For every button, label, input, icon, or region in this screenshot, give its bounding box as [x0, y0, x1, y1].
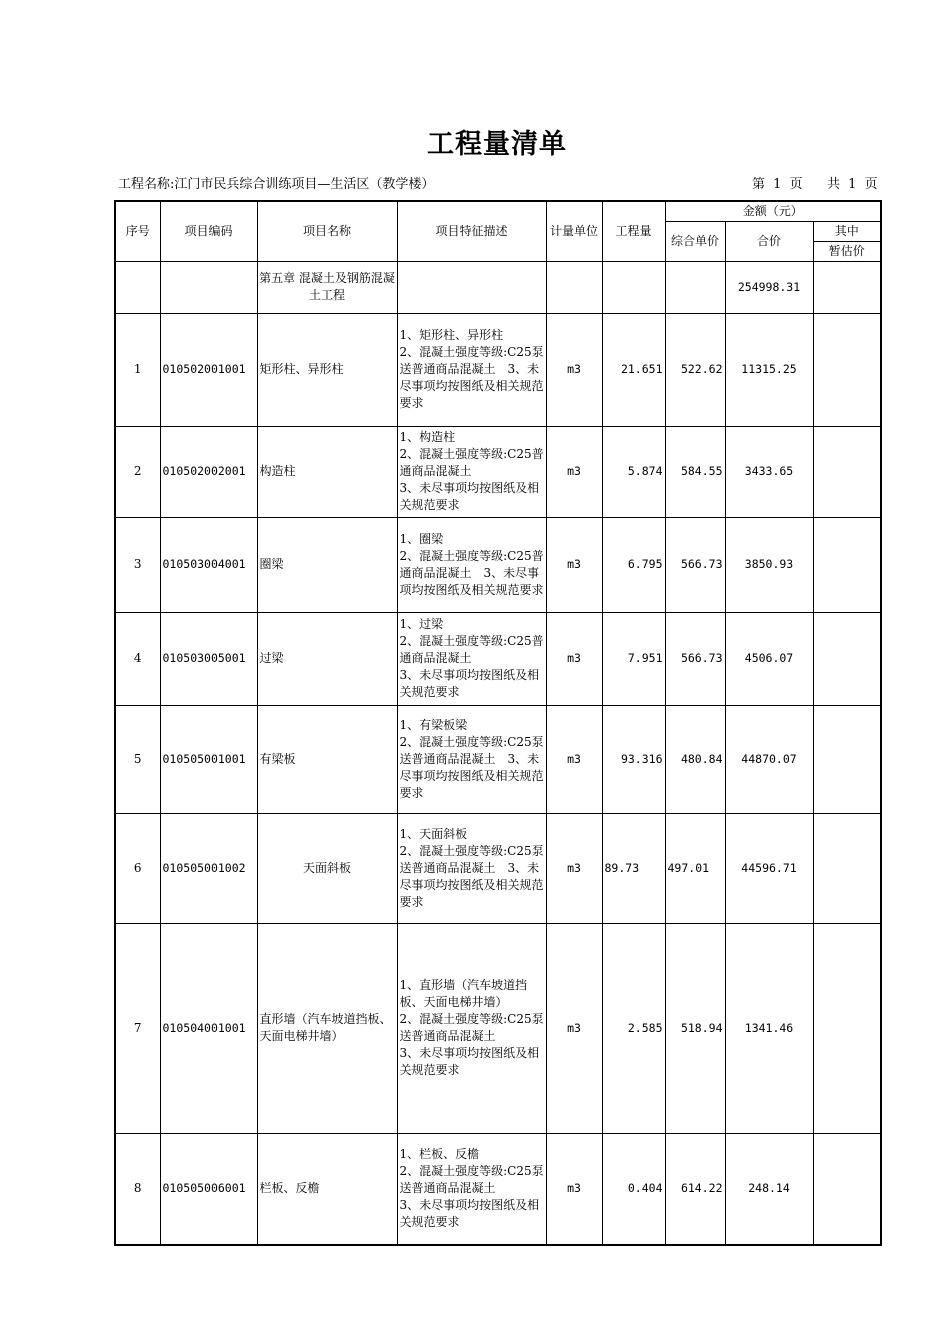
row-provisional [813, 313, 881, 426]
row-code: 010505001002 [160, 813, 257, 923]
row-seq: 2 [115, 426, 160, 517]
row-desc: 1、直形墙（汽车坡道挡板、天面电梯井墙） 2、混凝土强度等级:C25泵送普通商品混凝土 3、未尽事项均按图纸及相关规范要求 [397, 923, 546, 1133]
table-row [115, 313, 881, 426]
row-total: 248.14 [725, 1133, 813, 1245]
page-prefix: 第 [752, 177, 766, 192]
row-name: 栏板、反檐 [257, 1133, 397, 1245]
row-total: 3850.93 [725, 517, 813, 612]
row-desc: 1、过梁 2、混凝土强度等级:C25普通商品混凝土 3、未尽事项均按图纸及相关规范要求 [397, 612, 546, 705]
row-qty: 5.874 [602, 426, 665, 517]
row-unit: m3 [546, 612, 602, 705]
row-seq: 7 [115, 923, 160, 1133]
row-name: 过梁 [257, 612, 397, 705]
table-row [115, 705, 881, 813]
page-title: 工程量清单 [427, 129, 567, 160]
row-desc: 1、矩形柱、异形柱 2、混凝土强度等级:C25泵送普通商品混凝土 3、未尽事项均按图纸及相关规范要求 [397, 313, 546, 426]
row-code: 010503005001 [160, 612, 257, 705]
row-price: 584.55 [665, 426, 725, 517]
row-seq: 3 [115, 517, 160, 612]
row-name: 矩形柱、异形柱 [257, 313, 397, 426]
row-name: 直形墙（汽车坡道挡板、天面电梯井墙） [257, 923, 397, 1133]
project-name: 工程名称:江门市民兵综合训练项目—生活区（教学楼） [118, 177, 435, 192]
chapter-total: 254998.31 [725, 261, 813, 313]
row-code: 010502002001 [160, 426, 257, 517]
row-name: 有梁板 [257, 705, 397, 813]
row-desc: 1、天面斜板 2、混凝土强度等级:C25泵送普通商品混凝土 3、未尽事项均按图纸及相关规范要求 [397, 813, 546, 923]
row-qty: 6.795 [602, 517, 665, 612]
row-code: 010504001001 [160, 923, 257, 1133]
total-prefix: 共 [827, 177, 841, 192]
row-qty: 7.951 [602, 612, 665, 705]
row-price: 566.73 [665, 612, 725, 705]
row-price: 480.84 [665, 705, 725, 813]
table-row [115, 1133, 881, 1245]
row-desc: 1、圈梁 2、混凝土强度等级:C25普通商品混凝土 3、未尽事项均按图纸及相关规范要求 [397, 517, 546, 612]
row-total: 1341.46 [725, 923, 813, 1133]
row-desc: 1、栏板、反檐 2、混凝土强度等级:C25泵送普通商品混凝土 3、未尽事项均按图纸及相关规范要求 [397, 1133, 546, 1245]
table-row [115, 923, 881, 1133]
row-unit: m3 [546, 517, 602, 612]
table-row [115, 612, 881, 705]
row-qty: 2.585 [602, 923, 665, 1133]
bill-table [114, 200, 882, 1246]
chapter-row [115, 261, 881, 313]
row-unit: m3 [546, 705, 602, 813]
row-seq: 1 [115, 313, 160, 426]
header-total: 合价 [725, 221, 813, 261]
table-row [115, 813, 881, 923]
row-provisional [813, 517, 881, 612]
row-name: 圈梁 [257, 517, 397, 612]
page-unit: 页 [789, 177, 803, 192]
header-seq: 序号 [115, 201, 160, 261]
header-amount: 金额（元） [665, 201, 881, 221]
header-unit-price: 综合单价 [665, 221, 725, 261]
total-pages: 1 [848, 177, 857, 192]
row-unit: m3 [546, 313, 602, 426]
row-provisional [813, 426, 881, 517]
header-row-1 [115, 201, 881, 221]
row-price: 518.94 [665, 923, 725, 1133]
header-name: 项目名称 [257, 201, 397, 261]
row-qty: 0.404 [602, 1133, 665, 1245]
header-desc: 项目特征描述 [397, 201, 546, 261]
row-unit: m3 [546, 813, 602, 923]
row-provisional [813, 1133, 881, 1245]
row-price: 566.73 [665, 517, 725, 612]
header-code: 项目编码 [160, 201, 257, 261]
row-provisional [813, 612, 881, 705]
row-provisional [813, 813, 881, 923]
row-total: 44870.07 [725, 705, 813, 813]
row-name: 构造柱 [257, 426, 397, 517]
row-code: 010503004001 [160, 517, 257, 612]
row-seq: 8 [115, 1133, 160, 1245]
row-seq: 4 [115, 612, 160, 705]
row-code: 010505006001 [160, 1133, 257, 1245]
row-code: 010502001001 [160, 313, 257, 426]
row-provisional [813, 923, 881, 1133]
row-unit: m3 [546, 1133, 602, 1245]
page-number: 1 [773, 177, 782, 192]
page-info [752, 173, 878, 192]
total-unit: 页 [864, 177, 878, 192]
table-row [115, 426, 881, 517]
row-total: 4506.07 [725, 612, 813, 705]
row-seq: 6 [115, 813, 160, 923]
row-qty: 89.73 [602, 813, 665, 923]
row-desc: 1、构造柱 2、混凝土强度等级:C25普通商品混凝土 3、未尽事项均按图纸及相关规范要求 [397, 426, 546, 517]
row-total: 44596.71 [725, 813, 813, 923]
header-qty: 工程量 [602, 201, 665, 261]
row-name: 天面斜板 [257, 813, 397, 923]
row-price: 614.22 [665, 1133, 725, 1245]
table-row [115, 517, 881, 612]
chapter-name: 第五章 混凝土及钢筋混凝土工程 [257, 261, 397, 313]
row-seq: 5 [115, 705, 160, 813]
header-unit: 计量单位 [546, 201, 602, 261]
header-provisional: 暂估价 [813, 241, 881, 261]
row-desc: 1、有梁板梁 2、混凝土强度等级:C25泵送普通商品混凝土 3、未尽事项均按图纸及相关规范要求 [397, 705, 546, 813]
row-total: 11315.25 [725, 313, 813, 426]
row-unit: m3 [546, 426, 602, 517]
row-price: 522.62 [665, 313, 725, 426]
row-qty: 21.651 [602, 313, 665, 426]
header-of-which: 其中 [813, 221, 881, 241]
row-provisional [813, 705, 881, 813]
row-qty: 93.316 [602, 705, 665, 813]
row-total: 3433.65 [725, 426, 813, 517]
row-price: 497.01 [665, 813, 725, 923]
row-unit: m3 [546, 923, 602, 1133]
row-code: 010505001001 [160, 705, 257, 813]
